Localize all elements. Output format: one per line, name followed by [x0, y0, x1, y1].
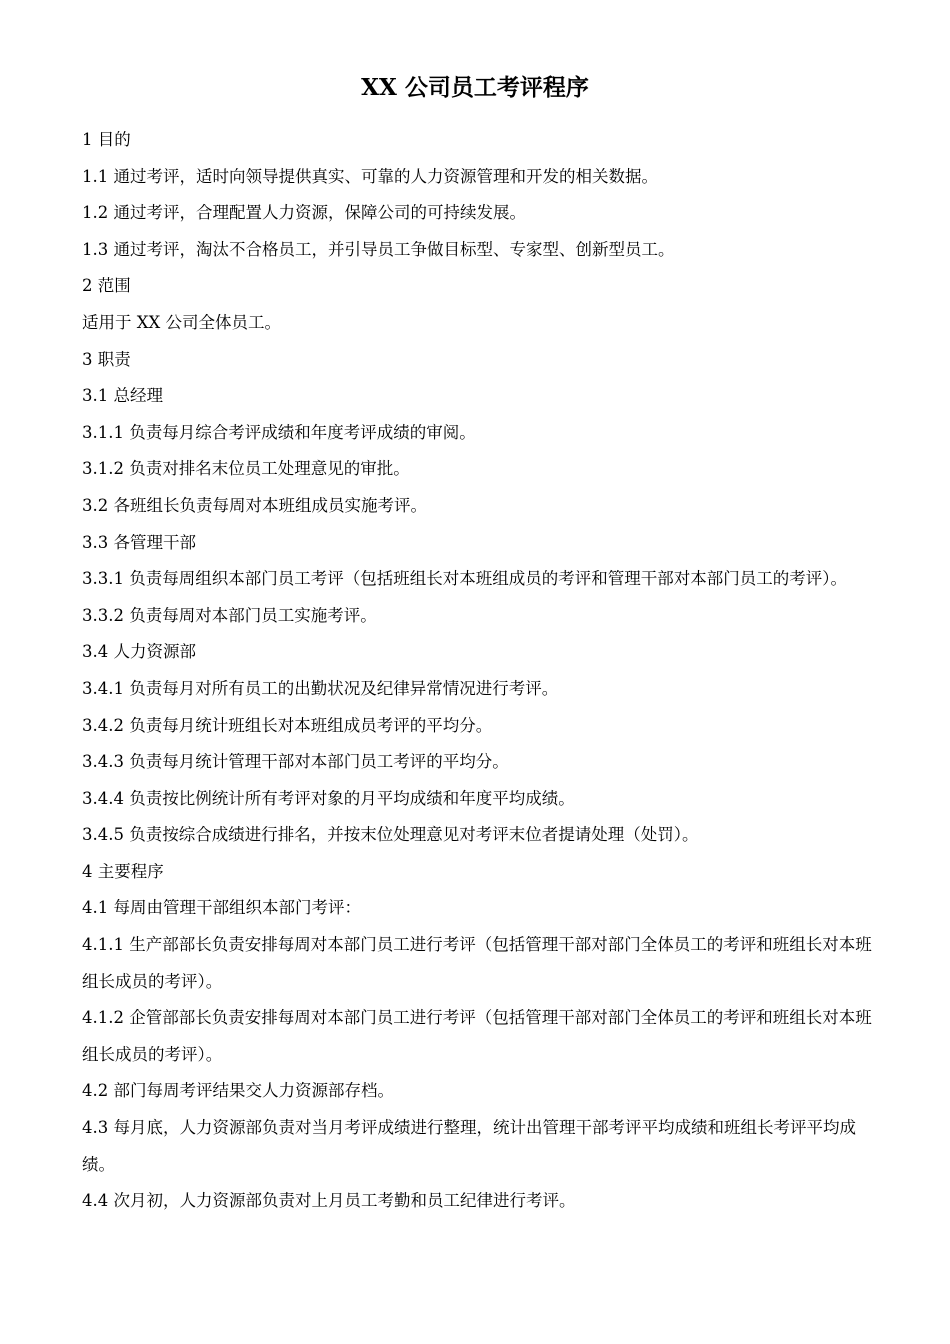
paragraph: 4.1.2 企管部部长负责安排每周对本部门员工进行考评（包括管理干部对部门全体员工的考评和班组长对本班组长成员的考评）。	[82, 1008, 872, 1064]
paragraph: 4 主要程序	[82, 861, 164, 881]
paragraph: 2 范围	[82, 276, 131, 296]
paragraph: 3 职责	[82, 349, 131, 369]
paragraph: 3.4.1 负责每月对所有员工的出勤状况及纪律异常情况进行考评。	[82, 678, 559, 698]
paragraph: 4.4 次月初，人力资源部负责对上月员工考勤和员工纪律进行考评。	[82, 1191, 576, 1211]
paragraph: 3.4.3 负责每月统计管理干部对本部门员工考评的平均分。	[82, 752, 509, 772]
paragraph: 4.3 每月底，人力资源部负责对当月考评成绩进行整理，统计出管理干部考评平均成绩和班组长考评平均成绩。	[82, 1118, 856, 1174]
paragraph: 3.1 总经理	[82, 386, 163, 406]
paragraph: 3.1.2 负责对排名末位员工处理意见的审批。	[82, 459, 410, 479]
paragraph: 3.4.4 负责按比例统计所有考评对象的月平均成绩和年度平均成绩。	[82, 788, 575, 808]
paragraph: 1.1 通过考评，适时向领导提供真实、可靠的人力资源管理和开发的相关数据。	[82, 166, 658, 186]
paragraph: 3.4.5 负责按综合成绩进行排名，并按末位处理意见对考评末位者提请处理（处罚）。	[82, 825, 699, 845]
paragraph: 3.4 人力资源部	[82, 642, 196, 662]
paragraph: 3.3 各管理干部	[82, 532, 196, 552]
paragraph: 3.4.2 负责每月统计班组长对本班组成员考评的平均分。	[82, 715, 493, 735]
paragraph: 1.3 通过考评，淘汰不合格员工，并引导员工争做目标型、专家型、创新型员工。	[82, 239, 675, 259]
paragraph: 4.2 部门每周考评结果交人力资源部存档。	[82, 1081, 394, 1101]
paragraph: 1.2 通过考评，合理配置人力资源，保障公司的可持续发展。	[82, 203, 526, 223]
paragraph: 1 目的	[82, 130, 131, 149]
paragraph: 适用于 XX 公司全体员工。	[82, 312, 281, 332]
paragraph: 3.3.2 负责每周对本部门员工实施考评。	[82, 605, 377, 625]
document-title: XX 公司员工考评程序	[361, 74, 589, 101]
document-body	[82, 122, 872, 1220]
paragraph: 4.1 每周由管理干部组织本部门考评：	[82, 898, 361, 918]
paragraph: 3.3.1 负责每周组织本部门员工考评（包括班组长对本班组成员的考评和管理干部对本部门员工的考评）。	[82, 569, 847, 589]
paragraph: 3.1.1 负责每月综合考评成绩和年度考评成绩的审阅。	[82, 422, 476, 442]
paragraph: 3.2 各班组长负责每周对本班组成员实施考评。	[82, 495, 427, 515]
paragraph: 4.1.1 生产部部长负责安排每周对本部门员工进行考评（包括管理干部对部门全体员工的考评和班组长对本班组长成员的考评）。	[82, 935, 872, 991]
